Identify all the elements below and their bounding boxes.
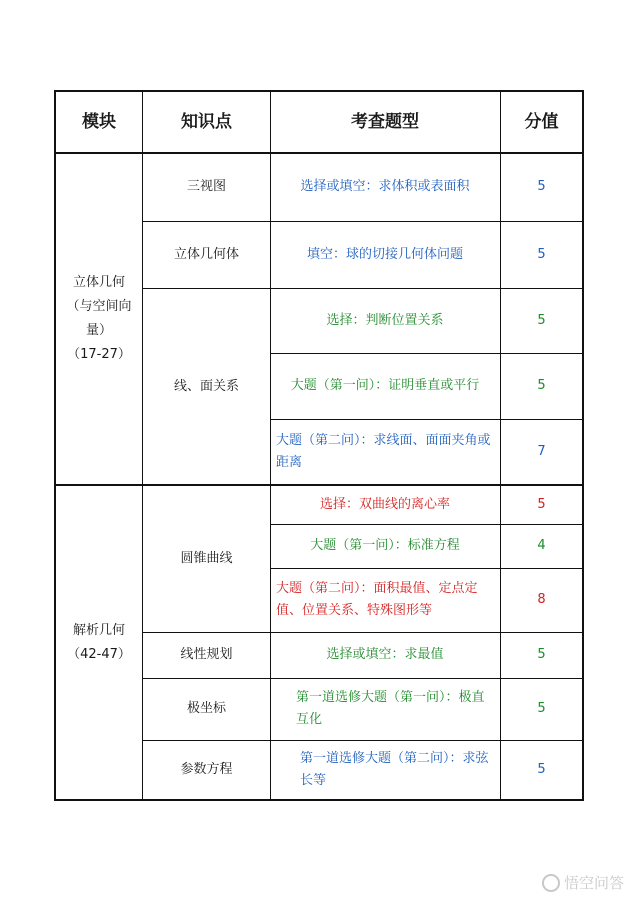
score-value: 5 bbox=[537, 496, 546, 512]
grid-line bbox=[270, 524, 584, 525]
score-value: 5 bbox=[537, 246, 546, 262]
knowledge-item: 参数方程 bbox=[180, 762, 233, 777]
module-analytic-geometry: 解析几何 （42-47） bbox=[67, 622, 131, 662]
question-type: 选择或填空：求最值 bbox=[326, 647, 444, 662]
score-value: 5 bbox=[537, 701, 546, 716]
wukong-logo-icon bbox=[542, 874, 560, 892]
header-knowledge: 知识点 bbox=[181, 112, 232, 132]
knowledge-item: 线性规划 bbox=[180, 647, 233, 662]
module-solid-geometry: 立体几何 （与空间向量） （17-27） bbox=[66, 275, 132, 362]
grid-line bbox=[142, 678, 584, 679]
knowledge-item: 三视图 bbox=[186, 179, 226, 194]
question-type: 大题（第二问）：面积最值、定点定值、位置关系、特殊图形等 bbox=[276, 581, 478, 618]
grid-line bbox=[54, 152, 584, 154]
question-type: 大题（第一问）：证明垂直或平行 bbox=[290, 378, 480, 393]
grid-line bbox=[270, 353, 584, 354]
grid-line bbox=[54, 484, 584, 486]
grid-line bbox=[582, 90, 584, 801]
grid-line bbox=[142, 740, 584, 741]
score-value: 5 bbox=[537, 312, 546, 328]
grid-line bbox=[142, 632, 584, 633]
grid-line bbox=[270, 419, 584, 420]
grid-line bbox=[142, 90, 143, 801]
grid-line bbox=[500, 90, 501, 801]
header-score: 分值 bbox=[524, 112, 559, 132]
question-type: 第一道选修大题（第二问）：求弦长等 bbox=[300, 751, 489, 788]
knowledge-item: 圆锥曲线 bbox=[180, 550, 233, 566]
score-value: 8 bbox=[537, 592, 546, 607]
score-value: 4 bbox=[537, 538, 546, 553]
score-value: 5 bbox=[537, 378, 546, 393]
grid-line bbox=[54, 90, 584, 92]
question-type: 选择：判断位置关系 bbox=[326, 312, 444, 328]
question-type: 填空：球的切接几何体问题 bbox=[306, 246, 463, 262]
question-type: 选择：双曲线的离心率 bbox=[319, 496, 450, 512]
knowledge-item: 立体几何体 bbox=[173, 246, 239, 262]
grid-line bbox=[270, 90, 271, 801]
knowledge-item: 极坐标 bbox=[186, 701, 226, 716]
grid-line bbox=[54, 90, 56, 801]
score-value: 5 bbox=[537, 762, 546, 777]
score-value: 7 bbox=[537, 444, 546, 459]
watermark-text: 悟空问答 bbox=[563, 874, 624, 892]
watermark bbox=[542, 872, 624, 893]
grid-line bbox=[142, 288, 584, 289]
question-type: 选择或填空：求体积或表面积 bbox=[300, 179, 470, 194]
grid-line bbox=[270, 568, 584, 569]
score-value: 5 bbox=[537, 647, 546, 662]
question-type: 第一道选修大题（第一问）：极直互化 bbox=[296, 690, 485, 727]
header-module: 模块 bbox=[82, 112, 116, 132]
question-type: 大题（第二问）：求线面、面面夹角或距离 bbox=[276, 433, 491, 470]
grid-line bbox=[54, 799, 584, 801]
grid-line bbox=[142, 221, 584, 222]
header-question-type: 考查题型 bbox=[351, 112, 419, 132]
knowledge-item: 线、面关系 bbox=[173, 378, 239, 394]
question-type: 大题（第一问）：标准方程 bbox=[310, 538, 460, 553]
score-value: 5 bbox=[537, 179, 546, 194]
